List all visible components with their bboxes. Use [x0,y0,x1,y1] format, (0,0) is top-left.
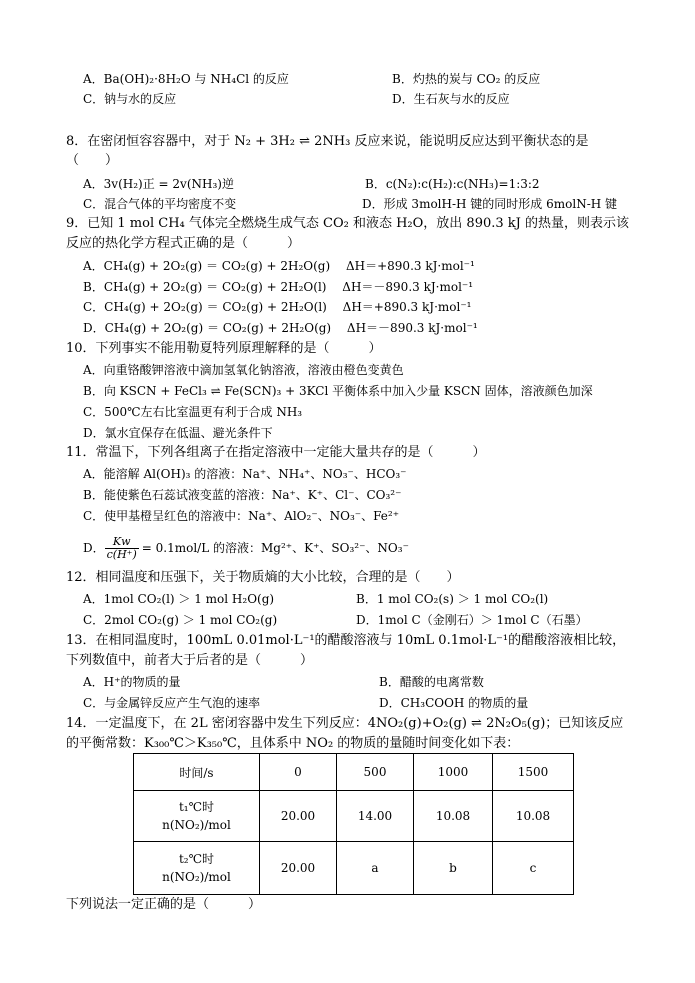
header-cell: 时间/s [134,754,260,791]
q11-option-d [83,536,409,561]
table-row [134,842,574,895]
table-row [134,791,574,842]
q11-option-d-rest: = 0.1mol/L 的溶液：Mg²⁺、K⁺、SO₃²⁻、NO₃⁻ [141,541,409,555]
q14-stem-line1: 14．一定温度下，在 2L 密闭容器中发生下列反应：4NO₂(g)+O₂(g) ⇌ 2N₂O₅(g)；已知该反应 [66,716,624,731]
kw-numerator: Kw [105,536,139,549]
no2-data-table [133,753,574,895]
q13-stem-line2: 下列数值中，前者大于后者的是（ ） [66,653,314,668]
q7-option-d: D．生石灰与水的反应 [392,92,510,106]
q13-option-c: C．与金属锌反应产生气泡的速率 [83,696,261,710]
header-cell: 500 [337,754,414,791]
q10-option-a: A．向重铬酸钾溶液中滴加氢氧化钠溶液，溶液由橙色变黄色 [83,363,404,377]
q12-option-a: A．1mol CO₂(l) ＞ 1 mol H₂O(g) [83,592,275,606]
q9-stem-line2: 反应的热化学方程式正确的是（ ） [66,236,301,251]
q11-option-d-prefix: D． [83,541,105,555]
q9-stem-line1: 9．已知 1 mol CH₄ 气体完全燃烧生成气态 CO₂ 和液态 H₂O，放出 890.3 kJ 的热量，则表示该 [66,216,629,231]
row-label-line2: n(NO₂)/mol [162,818,231,832]
q11-stem: 11．常温下，下列各组离子在指定溶液中一定能大量共存的是（ ） [66,445,486,460]
q12-option-c: C．2mol CO₂(g) ＞ 1 mol CO₂(g) [83,613,278,627]
q9-option-a: A．CH₄(g) + 2O₂(g) ＝ CO₂(g) + 2H₂O(g) ΔH＝+890.3 kJ·mol⁻¹ [83,259,475,273]
q11-option-b: B．能使紫色石蕊试液变蓝的溶液：Na⁺、K⁺、Cl⁻、CO₃²⁻ [83,488,402,502]
table-cell: 20.00 [260,791,337,842]
q10-stem: 10．下列事实不能用勒夏特列原理解释的是（ ） [66,341,382,356]
q8-option-a: A．3v(H₂)正 = 2v(NH₃)逆 [83,177,234,191]
q14-stem-line2: 的平衡常数：K₃₀₀℃＞K₃₅₀℃，且体系中 NO₂ 的物质的量随时间变化如下表： [66,736,520,751]
table-cell: 14.00 [337,791,414,842]
row-label-t1 [134,791,260,842]
header-cell: 1500 [493,754,574,791]
q10-option-c: C．500℃左右比室温更有利于合成 NH₃ [83,405,303,419]
q10-option-d: D．氯水宜保存在低温、避光条件下 [83,426,273,440]
q13-option-d: D．CH₃COOH 的物质的量 [379,696,529,710]
row-label-line2: n(NO₂)/mol [162,870,231,884]
table-header-row [134,754,574,791]
q8-stem: 8．在密闭恒容容器中，对于 N₂ + 3H₂ ⇌ 2NH₃ 反应来说，能说明反应达到平衡状态的是 [66,134,589,149]
q7-option-b: B．灼热的炭与 CO₂ 的反应 [392,72,541,86]
kw-fraction [105,536,139,561]
q13-option-a: A．H⁺的物质的量 [83,675,181,689]
q11-option-a: A．能溶解 Al(OH)₃ 的溶液：Na⁺、NH₄⁺、NO₃⁻、HCO₃⁻ [83,467,407,481]
header-cell: 0 [260,754,337,791]
q13-stem-line1: 13．在相同温度时，100mL 0.01mol·L⁻¹的醋酸溶液与 10mL 0.1mol·L⁻¹的醋酸溶液相比较， [66,633,626,648]
q7-option-a: A．Ba(OH)₂·8H₂O 与 NH₄Cl 的反应 [83,72,289,86]
row-label-line1: t₁℃时 [178,800,215,814]
table-cell: c [493,842,574,895]
q10-option-b: B．向 KSCN + FeCl₃ ⇌ Fe(SCN)₃ + 3KCl 平衡体系中加入少量 KSCN 固体，溶液颜色加深 [83,384,593,398]
table-cell: 20.00 [260,842,337,895]
q13-option-b: B．醋酸的电离常数 [379,675,484,689]
q8-answer-paren: （ ） [66,153,119,168]
table-cell: 10.08 [414,791,493,842]
header-cell: 1000 [414,754,493,791]
q9-option-c: C．CH₄(g) + 2O₂(g) ＝ CO₂(g) + 2H₂O(l) ΔH＝+890.3 kJ·mol⁻¹ [83,300,472,314]
q8-option-d: D．形成 3molH-H 键的同时形成 6molN-H 键 [362,197,618,211]
q9-option-d: D．CH₄(g) + 2O₂(g) ＝ CO₂(g) + 2H₂O(g) ΔH＝－890.3 kJ·mol⁻¹ [83,321,478,335]
q9-option-b: B．CH₄(g) + 2O₂(g) ＝ CO₂(g) + 2H₂O(l) ΔH＝－890.3 kJ·mol⁻¹ [83,280,474,294]
q12-option-d: D．1mol C（金刚石）＞ 1mol C（石墨） [356,613,588,627]
q8-option-c: C．混合气体的平均密度不变 [83,197,237,211]
q12-stem: 12．相同温度和压强下，关于物质熵的大小比较，合理的是（ ） [66,570,460,585]
q8-option-b: B．c(N₂):c(H₂):c(NH₃)=1:3:2 [365,177,540,191]
table-cell: a [337,842,414,895]
q12-option-b: B．1 mol CO₂(s) ＞ 1 mol CO₂(l) [356,592,549,606]
q11-option-c: C．使甲基橙呈红色的溶液中：Na⁺、AlO₂⁻、NO₃⁻、Fe²⁺ [83,509,400,523]
row-label-line1: t₂℃时 [178,852,215,866]
q14-followup: 下列说法一定正确的是（ ） [66,897,262,912]
kw-denominator: c(H⁺) [106,548,137,561]
table-cell: b [414,842,493,895]
q7-option-c: C．钠与水的反应 [83,92,177,106]
row-label-t2 [134,842,260,895]
table-cell: 10.08 [493,791,574,842]
